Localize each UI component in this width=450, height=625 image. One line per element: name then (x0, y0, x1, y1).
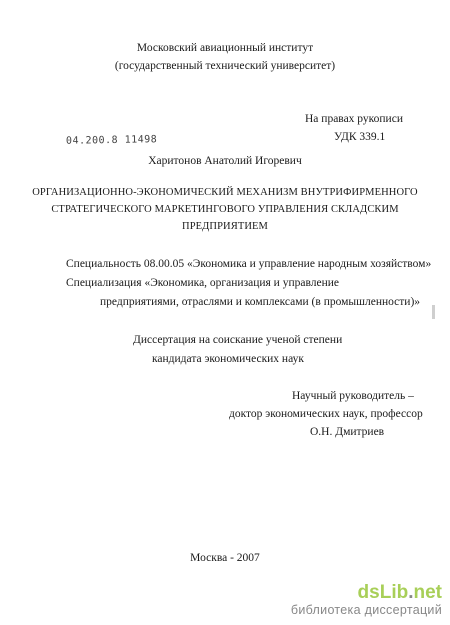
watermark-title-tld: net (413, 582, 442, 603)
watermark-title (291, 583, 442, 603)
title-line-2: СТРАТЕГИЧЕСКОГО МАРКЕТИНГОВОГО УПРАВЛЕНИЯ СКЛАДСКИМ (51, 204, 399, 215)
specialization-line-1: Специализация «Экономика, организация и управление (66, 277, 340, 289)
supervisor-name: О.Н. Дмитриев (310, 426, 385, 438)
watermark-title-main: dsLib (357, 582, 409, 603)
institution-name: Московский авиационный институт (136, 42, 314, 54)
title-line-1: ОРГАНИЗАЦИОННО-ЭКОНОМИЧЕСКИЙ МЕХАНИЗМ ВНУТРИФИРМЕННОГО (32, 187, 418, 198)
watermark-dot: . (408, 582, 414, 603)
author-name: Харитонов Анатолий Игоревич (148, 155, 302, 167)
degree-line-1: Диссертация на соискание ученой степени (133, 334, 343, 346)
supervisor-degree: доктор экономических наук, профессор (229, 408, 423, 420)
edge-scan-mark (432, 305, 435, 319)
watermark-subtitle: библиотека диссертаций (290, 603, 442, 617)
library-stamp-number: 04.200.8 11498 (65, 134, 158, 147)
degree-line-2: кандидата экономических наук (152, 353, 304, 365)
udc-code: УДК 339.1 (334, 131, 386, 143)
dslib-watermark (291, 583, 442, 617)
city-year: Москва - 2007 (190, 552, 260, 564)
institution-subtitle: (государственный технический университет) (114, 60, 336, 72)
manuscript-rights-note: На правах рукописи (305, 113, 403, 125)
supervisor-label: Научный руководитель – (292, 390, 414, 402)
specialization-line-2: предприятиями, отраслями и комплексами (в промышленности)» (100, 296, 421, 308)
specialty-line: Специальность 08.00.05 «Экономика и управление народным хозяйством» (66, 258, 432, 270)
title-line-3: ПРЕДПРИЯТИЕМ (182, 221, 268, 232)
